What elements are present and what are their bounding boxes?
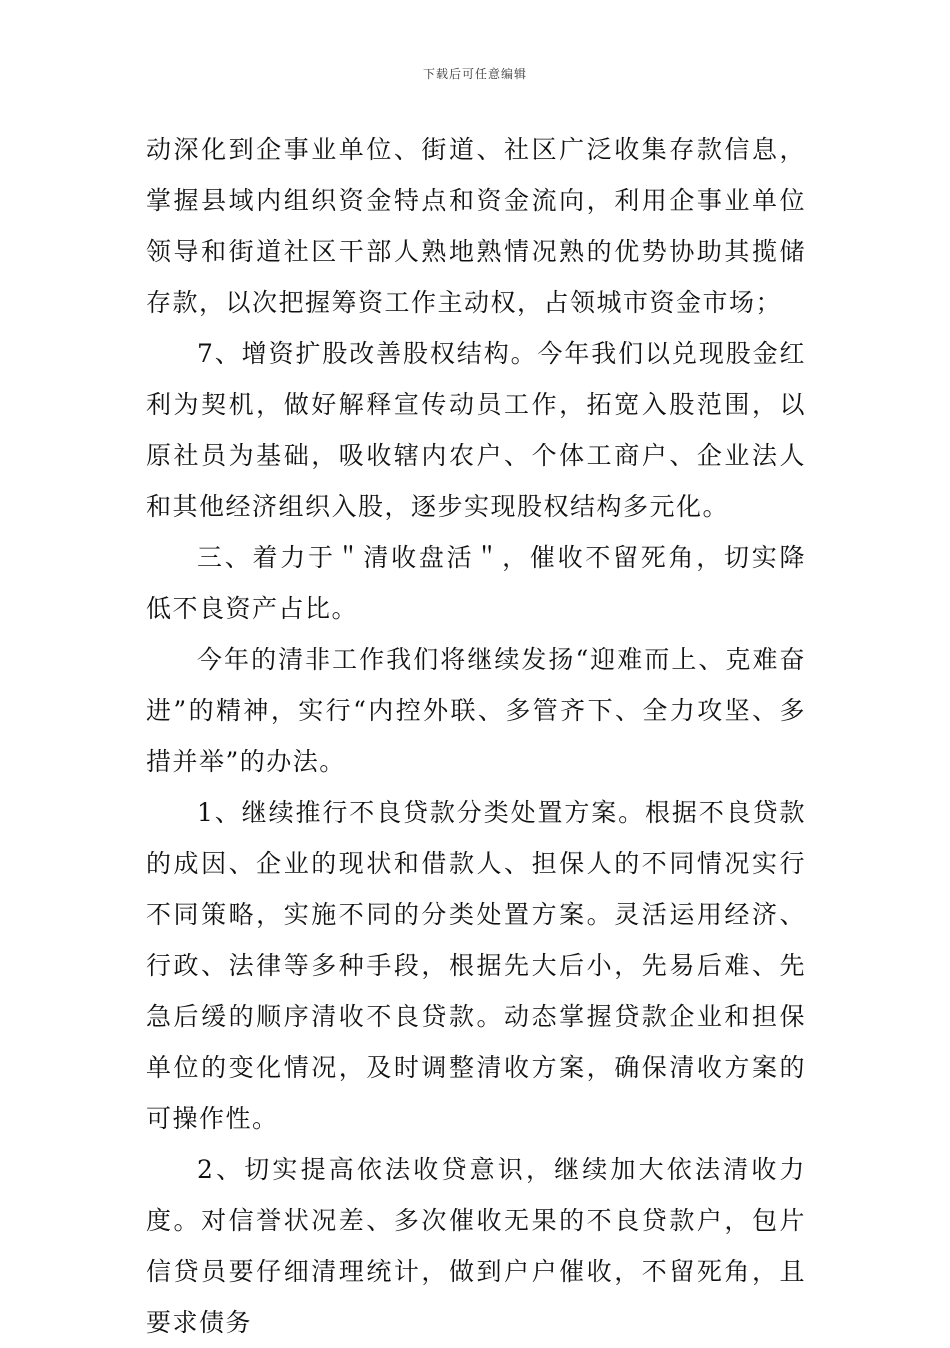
paragraph-1: 动深化到企事业单位、街道、社区广泛收集存款信息，掌握县域内组织资金特点和资金流向，利用企事业单位领导和街道社区干部人熟地熟情况熟的优势协助其揽储存款，以次把握筹资工作主动权，占领城市资金市场； [146, 135, 806, 317]
paragraph-5: 1、继续推行不良贷款分类处置方案。根据不良贷款的成因、企业的现状和借款人、担保人的不同情况实行不同策略，实施不同的分类处置方案。灵活运用经济、行政、法律等多种手段，根据先大后小，先易后难、先急后缓的顺序清收不良贷款。动态掌握贷款企业和担保单位的变化情况，及时调整清收方案，确保清收方案的可操作性。 [146, 798, 806, 1133]
paragraph-6: 2、切实提高依法收贷意识，继续加大依法清收力度。对信誉状况差、多次催收无果的不良贷款户，包片信贷员要仔细清理统计，做到户户催收，不留死角，且要求债务 [146, 1155, 806, 1337]
paragraph-3: 三、着力于＂清收盘活＂，催收不留死角，切实降低不良资产占比。 [146, 543, 806, 623]
paragraph-2: 7、增资扩股改善股权结构。今年我们以兑现股金红利为契机，做好解释宣传动员工作，拓宽入股范围，以原社员为基础，吸收辖内农户、个体工商户、企业法人和其他经济组织入股，逐步实现股权结构多元化。 [146, 339, 806, 521]
paragraph-4: 今年的清非工作我们将继续发扬“迎难而上、克难奋进”的精神，实行“内控外联、多管齐下、全力攻坚、多措并举”的办法。 [146, 645, 806, 776]
document-body [146, 124, 806, 1348]
page-header-note: 下载后可任意编辑 [422, 67, 527, 81]
